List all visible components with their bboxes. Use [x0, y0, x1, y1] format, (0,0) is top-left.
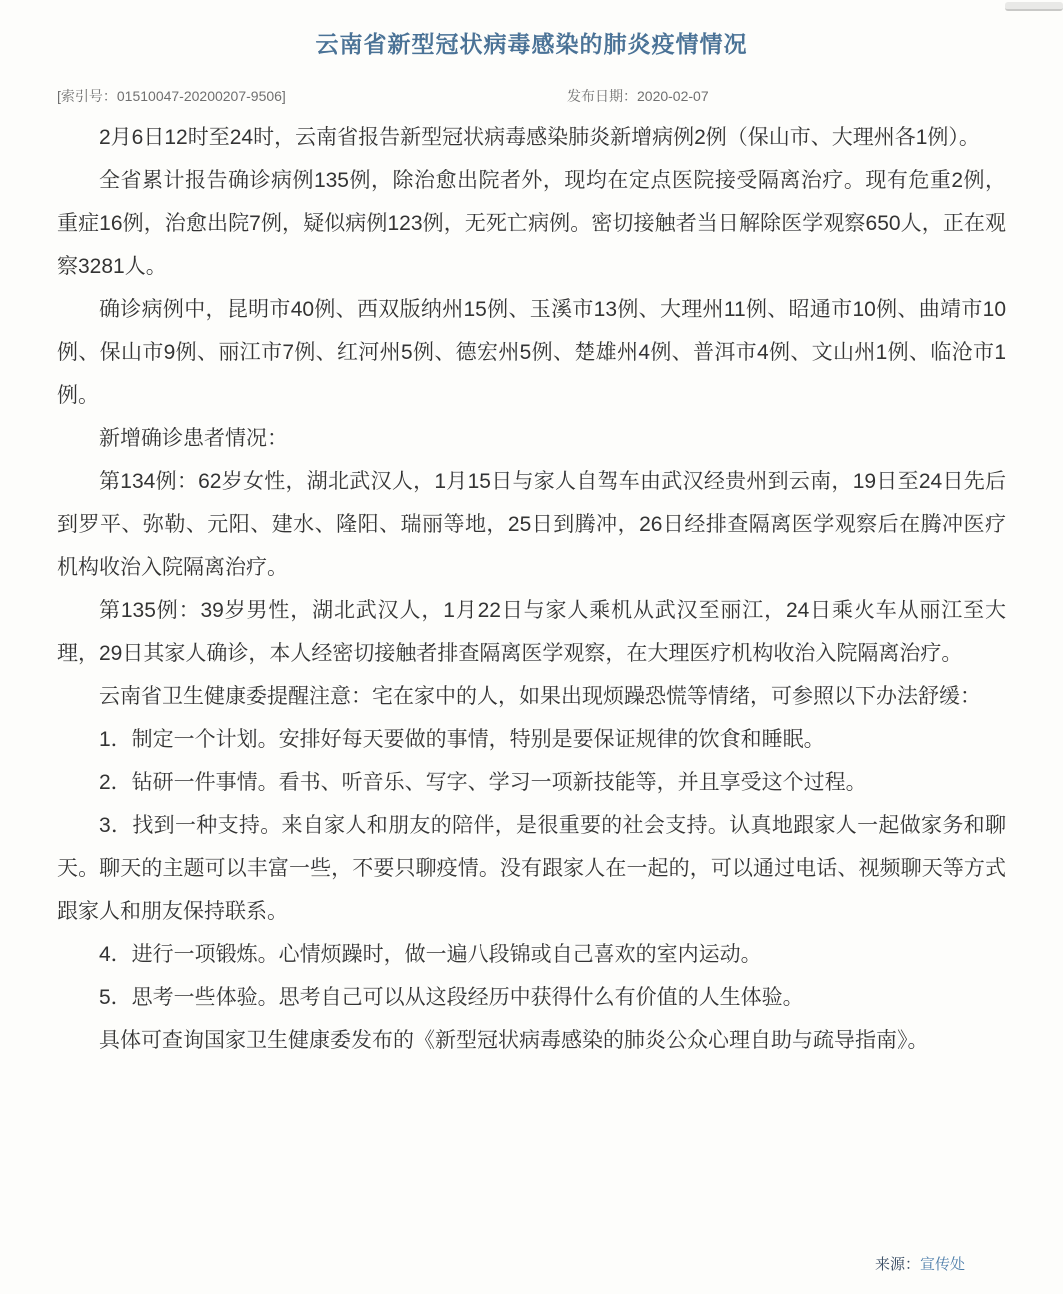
scrollbar-thumb[interactable] — [1005, 2, 1063, 11]
paragraph: 4．进行一项锻炼。心情烦躁时，做一遍八段锦或自己喜欢的室内运动。 — [99, 943, 762, 966]
publish-date: 发布日期：2020-02-07 — [567, 88, 709, 104]
source-link[interactable]: 宣传处 — [919, 1256, 965, 1273]
paragraph: 新增确诊患者情况： — [99, 427, 288, 450]
source-label: 来源： — [874, 1256, 920, 1273]
paragraph: 5．思考一些体验。思考自己可以从这段经历中获得什么有价值的人生体验。 — [99, 986, 804, 1009]
paragraph: 1．制定一个计划。安排好每天要做的事情，特别是要保证规律的饮食和睡眠。 — [99, 728, 825, 751]
page-title: 云南省新型冠状病毒感染的肺炎疫情情况 — [315, 31, 748, 57]
index-number: [索引号：01510047-20200207-9506] — [57, 88, 286, 104]
meta-row — [0, 86, 1063, 106]
article-body — [0, 106, 1063, 1062]
paragraph: 第134例：62岁女性，湖北武汉人，1月15日与家人自驾车由武汉经贵州到云南，19日至24日先后到罗平、弥勒、元阳、建水、隆阳、瑞丽等地，25日到腾冲，26日经排查隔离医学观察后在腾冲医疗机构收治入院隔离治疗。 — [57, 470, 1006, 579]
paragraph: 2月6日12时至24时，云南省报告新型冠状病毒感染肺炎新增病例2例（保山市、大理州各1例）。 — [99, 126, 980, 149]
paragraph: 2．钻研一件事情。看书、听音乐、写字、学习一项新技能等，并且享受这个过程。 — [99, 771, 867, 794]
paragraph: 确诊病例中，昆明市40例、西双版纳州15例、玉溪市13例、大理州11例、昭通市10例、曲靖市10例、保山市9例、丽江市7例、红河州5例、德宏州5例、楚雄州4例、普洱市4例、文山州1例、临沧市1例。 — [57, 298, 1006, 407]
source-line — [875, 1253, 965, 1274]
paragraph: 全省累计报告确诊病例135例，除治愈出院者外，现均在定点医院接受隔离治疗。现有危重2例，重症16例，治愈出院7例，疑似病例123例，无死亡病例。密切接触者当日解除医学观察650人，正在观察3281人。 — [57, 169, 1006, 278]
paragraph: 云南省卫生健康委提醒注意：宅在家中的人，如果出现烦躁恐慌等情绪，可参照以下办法舒缓： — [99, 685, 981, 708]
paragraph: 3．找到一种支持。来自家人和朋友的陪伴，是很重要的社会支持。认真地跟家人一起做家务和聊天。聊天的主题可以丰富一些，不要只聊疫情。没有跟家人在一起的，可以通过电话、视频聊天等方式跟家人和朋友保持联系。 — [57, 814, 1006, 923]
paragraph: 第135例：39岁男性，湖北武汉人，1月22日与家人乘机从武汉至丽江，24日乘火车从丽江至大理，29日其家人确诊，本人经密切接触者排查隔离医学观察，在大理医疗机构收治入院隔离治疗。 — [57, 599, 1006, 665]
paragraph: 具体可查询国家卫生健康委发布的《新型冠状病毒感染的肺炎公众心理自助与疏导指南》。 — [99, 1029, 929, 1052]
